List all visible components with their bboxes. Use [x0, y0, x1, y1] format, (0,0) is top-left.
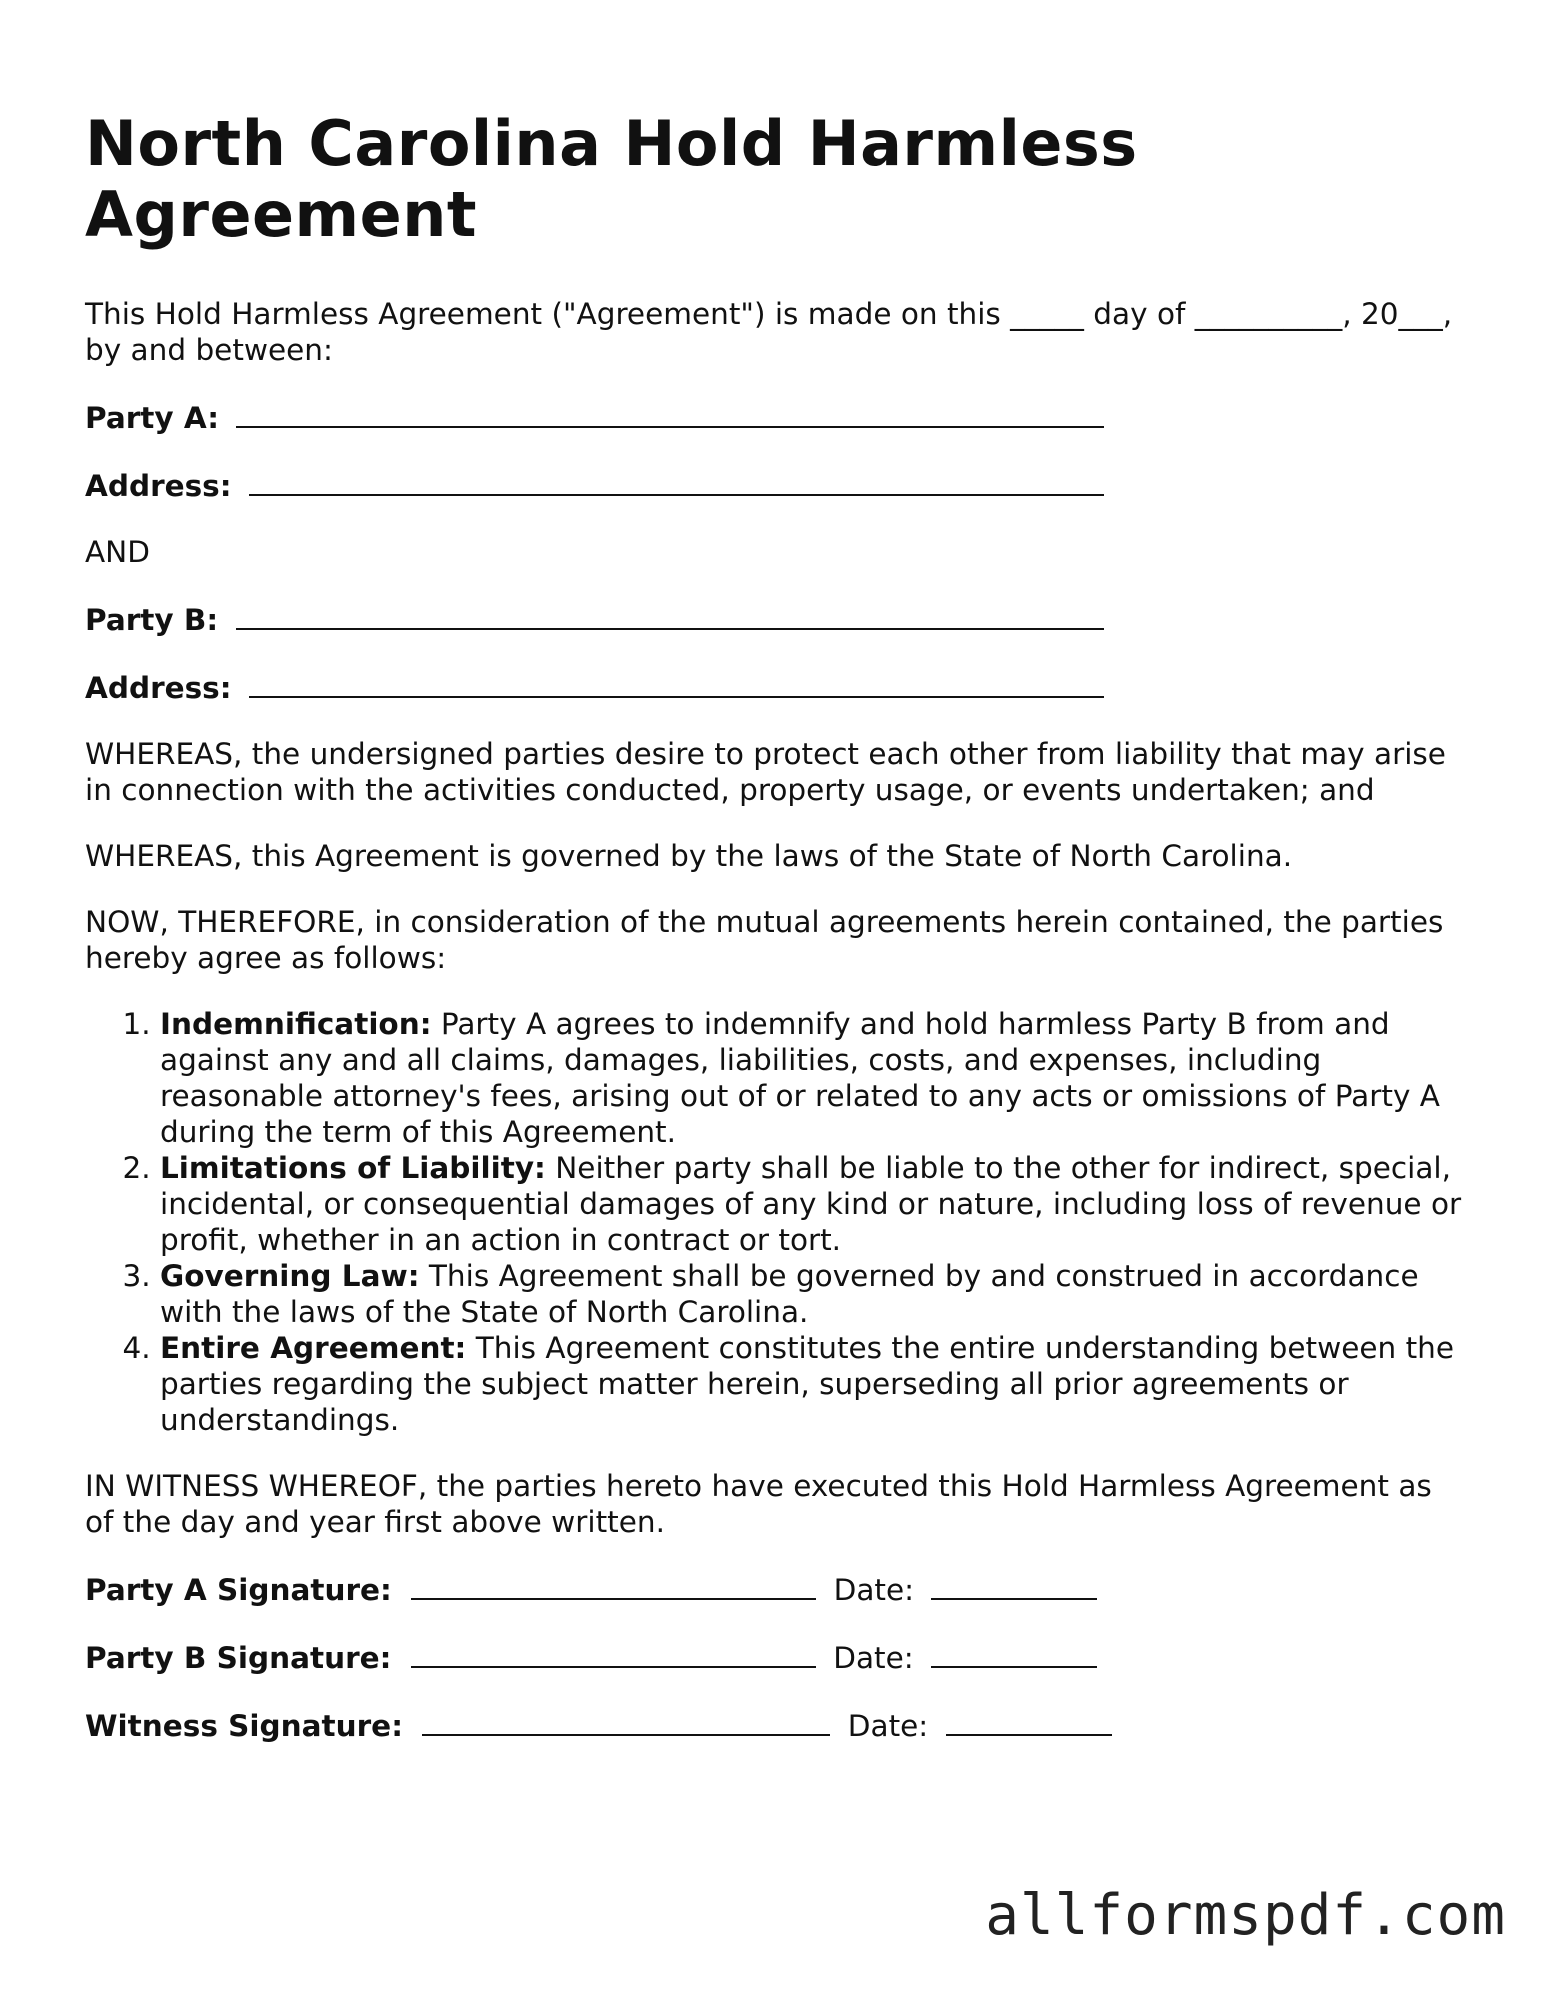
party-a-address-label: Address:	[85, 469, 232, 503]
party-a-name-label: Party A:	[85, 401, 220, 435]
witness-clause: IN WITNESS WHEREOF, the parties hereto have executed this Hold Harmless Agreement as of the day and year first above written.	[85, 1469, 1432, 1539]
party-a-signature-label: Party A Signature:	[85, 1573, 392, 1607]
party-b-signature-label: Party B Signature:	[85, 1641, 392, 1675]
intro-paragraph: This Hold Harmless Agreement ("Agreement") is made on this _____ day of __________, 20___, by and between:	[85, 297, 1453, 367]
term-item	[160, 1150, 1465, 1258]
party-a-address-blank[interactable]	[249, 466, 1104, 496]
witness-signature-blank[interactable]	[422, 1706, 830, 1736]
term-heading: Indemnification:	[160, 1007, 432, 1041]
term-item	[160, 1006, 1465, 1150]
party-a-date-blank[interactable]	[931, 1570, 1097, 1600]
witness-signature-row	[85, 1706, 1465, 1744]
term-text: Neither party shall be liable to the other for indirect, special, incidental, or consequential damages of any kind or nature, including loss of revenue or profit, whether in an action in contract or tort.	[160, 1151, 1462, 1257]
term-text: This Agreement shall be governed by and construed in accordance with the laws of the State of North Carolina.	[160, 1259, 1419, 1329]
party-b-date-label: Date:	[833, 1641, 914, 1675]
party-b-address-label: Address:	[85, 671, 232, 705]
party-a-name-blank[interactable]	[236, 398, 1104, 428]
party-b-address-blank[interactable]	[249, 668, 1104, 698]
now-therefore-paragraph: NOW, THEREFORE, in consideration of the mutual agreements herein contained, the parties hereby agree as follows:	[85, 905, 1444, 975]
term-heading: Entire Agreement:	[160, 1331, 467, 1365]
term-text: This Agreement constitutes the entire understanding between the parties regarding the subject matter herein, superseding all prior agreements or understandings.	[160, 1331, 1455, 1437]
term-text: Party A agrees to indemnify and hold harmless Party B from and against any and all claims, damages, liabilities, costs, and expenses, including reasonable attorney's fees, arising out of or related to any acts or omissions of Party A during the term of this Agreement.	[160, 1007, 1440, 1149]
whereas-paragraph-1: WHEREAS, the undersigned parties desire to protect each other from liability that may arise in connection with the activities conducted, property usage, or events undertaken; and	[85, 737, 1446, 807]
and-separator: AND	[85, 535, 150, 569]
witness-signature-label: Witness Signature:	[85, 1709, 403, 1743]
party-b-date-blank[interactable]	[931, 1638, 1097, 1668]
party-a-signature-row	[85, 1570, 1465, 1608]
party-a-address-field	[85, 466, 1465, 504]
party-a-name-field	[85, 398, 1465, 436]
party-b-address-field	[85, 668, 1465, 706]
term-heading: Governing Law:	[160, 1259, 420, 1293]
watermark: allformspdf.com	[985, 1883, 1506, 1948]
party-b-signature-row	[85, 1638, 1465, 1676]
document-page	[85, 108, 1465, 1774]
party-b-signature-blank[interactable]	[411, 1638, 816, 1668]
whereas-paragraph-2: WHEREAS, this Agreement is governed by the laws of the State of North Carolina.	[85, 839, 1293, 873]
party-a-date-label: Date:	[833, 1573, 915, 1607]
term-item	[160, 1258, 1465, 1330]
term-heading: Limitations of Liability:	[160, 1151, 546, 1185]
party-a-signature-blank[interactable]	[411, 1570, 816, 1600]
witness-date-blank[interactable]	[946, 1706, 1112, 1736]
party-b-name-blank[interactable]	[236, 600, 1104, 630]
page-title: North Carolina Hold Harmless Agreement	[85, 107, 1138, 251]
party-b-name-field	[85, 600, 1465, 638]
witness-date-label: Date:	[847, 1709, 929, 1743]
terms-list	[85, 1006, 1465, 1438]
party-b-name-label: Party B:	[85, 603, 219, 637]
term-item	[160, 1330, 1465, 1438]
